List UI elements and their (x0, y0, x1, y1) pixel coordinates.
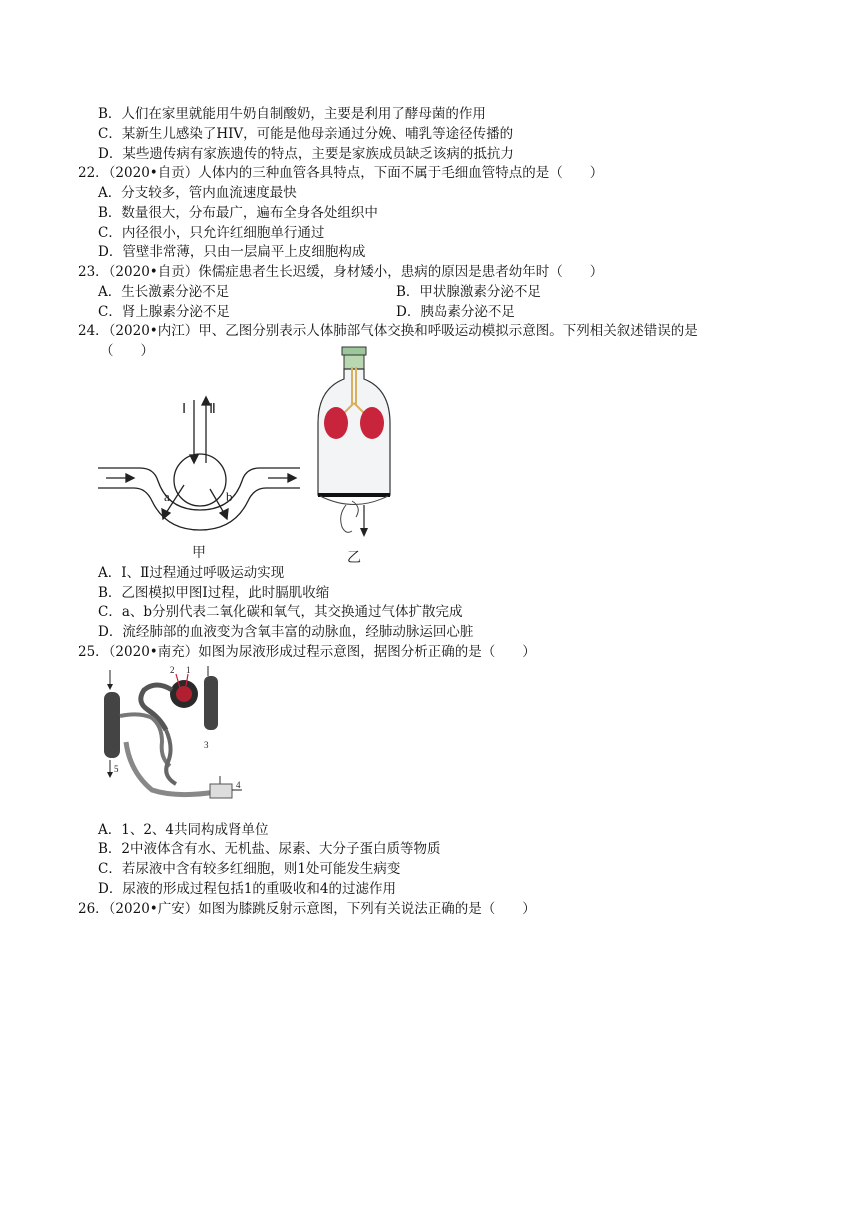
label-a: a (164, 489, 170, 504)
q22-option-a: A．分支较多，管内血流速度最快 (98, 185, 297, 201)
figure-bell-jar (312, 345, 422, 565)
q23-option-a: A．生长激素分泌不足 (98, 284, 230, 300)
label-jia: 甲 (192, 546, 206, 560)
label-yi: 乙 (347, 551, 361, 565)
q21-option-b: B．人们在家里就能用牛奶自制酸奶，主要是利用了酵母菌的作用 (98, 106, 486, 122)
figure-nephron (96, 662, 246, 822)
q24-option-a: A．Ⅰ、Ⅱ过程通过呼吸运动实现 (98, 565, 285, 581)
q22-option-c: C．内径很小，只允许红细胞单行通过 (98, 225, 325, 241)
nephron-num-3: 3 (204, 740, 209, 750)
q23-stem: 23．（2020•自贡）侏儒症患者生长迟缓，身材矮小，患病的原因是患者幼年时（ ） (78, 264, 604, 280)
q24-option-d: D．流经肺部的血液变为含氧丰富的动脉血，经肺动脉运回心脏 (98, 624, 474, 640)
q25-option-b: B．2中液体含有水、无机盐、尿素、大分子蛋白质等物质 (98, 841, 441, 857)
q25-option-d: D．尿液的形成过程包括1的重吸收和4的过滤作用 (98, 881, 397, 897)
q23-option-d: D．胰岛素分泌不足 (396, 304, 515, 320)
q24-option-b: B．乙图模拟甲图Ⅰ过程，此时膈肌收缩 (98, 585, 330, 601)
q21-option-c: C．某新生儿感染了HIV，可能是他母亲通过分娩、哺乳等途径传播的 (98, 126, 514, 142)
q22-option-d: D．管壁非常薄，只由一层扁平上皮细胞构成 (98, 244, 366, 260)
q23-option-b: B．甲状腺激素分泌不足 (396, 284, 541, 300)
label-i: Ⅰ (182, 402, 187, 417)
q25-stem: 25．（2020•南充）如图为尿液形成过程示意图，据图分析正确的是（ ） (78, 644, 536, 660)
label-b: b (226, 489, 233, 504)
q24-stem-cont: （ ） (100, 343, 154, 359)
nephron-num-2: 2 (170, 665, 175, 675)
q22-stem: 22．（2020•自贡）人体内的三种血管各具特点，下面不属于毛细血管特点的是（ ） (78, 165, 604, 181)
figure-gas-exchange (96, 385, 306, 560)
q26-stem: 26．（2020•广安）如图为膝跳反射示意图，下列有关说法正确的是（ ） (78, 901, 536, 917)
nephron-num-1: 1 (186, 665, 191, 675)
q25-option-c: C．若尿液中含有较多红细胞，则1处可能发生病变 (98, 861, 401, 877)
nephron-num-5: 5 (114, 764, 119, 774)
q25-option-a: A．1、2、4共同构成肾单位 (98, 822, 269, 838)
nephron-num-4: 4 (236, 780, 241, 790)
q23-option-c: C．肾上腺素分泌不足 (98, 304, 230, 320)
q22-option-b: B．数量很大，分布最广，遍布全身各处组织中 (98, 205, 378, 221)
q24-option-c: C．a、b分别代表二氧化碳和氧气，其交换通过气体扩散完成 (98, 604, 463, 620)
q21-option-d: D．某些遗传病有家族遗传的特点，主要是家族成员缺乏该病的抵抗力 (98, 146, 514, 162)
label-ii: Ⅱ (209, 402, 216, 417)
q24-stem: 24．（2020•内江）甲、乙图分别表示人体肺部气体交换和呼吸运动模拟示意图。下列相关叙述错误的是 (78, 323, 698, 339)
